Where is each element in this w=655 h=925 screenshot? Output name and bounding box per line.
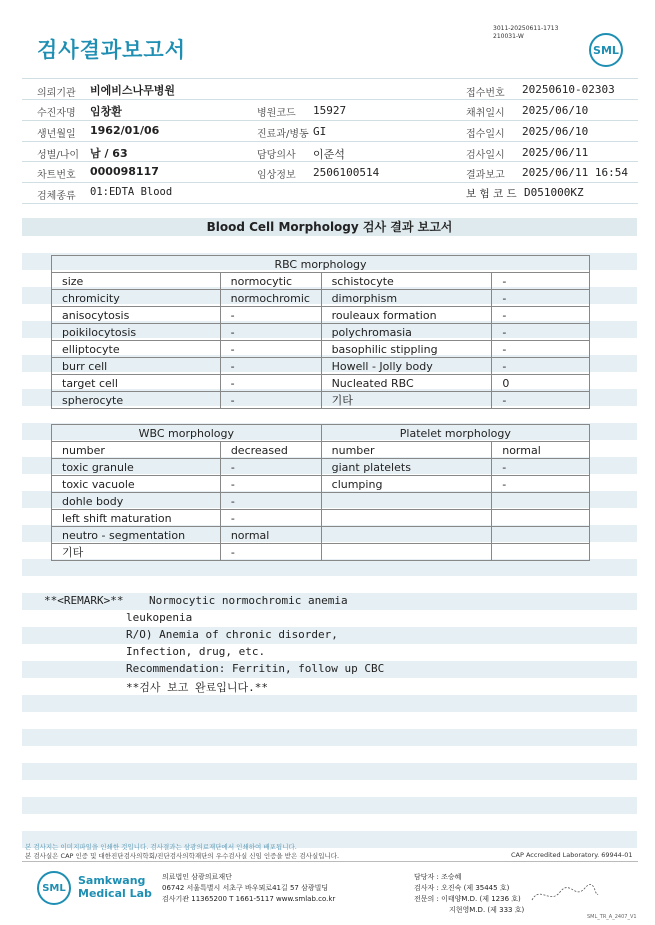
cell: spherocyte: [52, 392, 221, 409]
table-row: [52, 290, 590, 307]
cell: toxic granule: [52, 459, 221, 476]
row-band: [22, 797, 637, 814]
cell: [492, 510, 590, 527]
footer-note: 본 검사지는 이미지파일을 인쇄한 것입니다. 검사결과는 삼광의료재단에서 인쇄하여 배포됩니다.: [25, 843, 297, 851]
cell: normocytic: [220, 273, 321, 290]
lab-org: 의료법인 삼광의료재단: [162, 873, 232, 881]
chart-no: 000098117: [90, 165, 159, 178]
cell: -: [220, 459, 321, 476]
label-patient-name: 수진자명: [37, 108, 76, 119]
cell: giant platelets: [321, 459, 492, 476]
table-row: [52, 459, 590, 476]
label-dept: 진료과/병동: [257, 129, 309, 140]
table-row: [52, 392, 590, 409]
report-date: 2025/06/11 16:54: [522, 166, 628, 179]
remark-line: Normocytic normochromic anemia: [149, 594, 348, 607]
table-row: [52, 527, 590, 544]
form-code: SML_TR_A_2407_V1: [587, 914, 637, 920]
table-row: [52, 493, 590, 510]
cell: -: [220, 476, 321, 493]
doc-id-line2: 210031-W: [493, 33, 524, 40]
cell: elliptocyte: [52, 341, 221, 358]
cell: polychromasia: [321, 324, 492, 341]
divider: [22, 120, 638, 121]
staff-line: 전문의 : 이태양M.D. (제 1236 호): [414, 895, 521, 903]
cell: dimorphism: [321, 290, 492, 307]
cell: -: [220, 544, 321, 561]
clinical-info: 2506100514: [313, 166, 380, 179]
label-dob: 생년월일: [37, 129, 76, 140]
cell: -: [220, 358, 321, 375]
cell: [321, 493, 492, 510]
remark-line: Recommendation: Ferritin, follow up CBC: [126, 662, 385, 675]
table-row: [52, 307, 590, 324]
cell: clumping: [321, 476, 492, 493]
cell: -: [492, 290, 590, 307]
dob: 1962/01/06: [90, 124, 160, 137]
cell: anisocytosis: [52, 307, 221, 324]
cell: dohle body: [52, 493, 221, 510]
cell: decreased: [220, 442, 321, 459]
cell: number: [52, 442, 221, 459]
divider: [22, 99, 638, 100]
remark-line: Infection, drug, etc.: [126, 645, 266, 658]
cell: rouleaux formation: [321, 307, 492, 324]
label-clinical-info: 임상정보: [257, 170, 296, 181]
remark-label: **<REMARK>**: [44, 594, 124, 607]
cell: [321, 544, 492, 561]
table-row: [52, 442, 590, 459]
cell: normal: [492, 442, 590, 459]
label-specimen: 검체종류: [37, 191, 76, 202]
cell: Howell - Jolly body: [321, 358, 492, 375]
divider: [22, 141, 638, 142]
label-ordering-org: 의뢰기관: [37, 88, 76, 99]
cell: 기타: [52, 544, 221, 561]
row-band: [22, 559, 637, 576]
cell: 0: [492, 375, 590, 392]
cell: [321, 510, 492, 527]
cell: -: [220, 392, 321, 409]
receipt-date: 2025/06/10: [522, 125, 589, 138]
cell: [321, 527, 492, 544]
label-doctor: 담당의사: [257, 150, 296, 161]
cell: -: [492, 273, 590, 290]
cell: -: [220, 493, 321, 510]
row-band: [22, 695, 637, 712]
cell: -: [492, 476, 590, 493]
cell: number: [321, 442, 492, 459]
cell: -: [220, 324, 321, 341]
row-band: [22, 729, 637, 746]
cell: normal: [220, 527, 321, 544]
ordering-org: 비에비스나무병원: [90, 84, 176, 97]
rbc-morphology-table: [51, 255, 590, 409]
insurance-code: D051000KZ: [524, 186, 584, 199]
cell: -: [220, 307, 321, 324]
staff-line: 담당자 : 조승혜: [414, 873, 462, 881]
cell: -: [492, 341, 590, 358]
cell: -: [492, 307, 590, 324]
divider: [22, 203, 638, 204]
label-insurance: 보 험 코 드: [466, 188, 517, 200]
cell: -: [220, 510, 321, 527]
table-row: [52, 324, 590, 341]
label-hospital-code: 병원코드: [257, 108, 296, 119]
test-date: 2025/06/11: [522, 146, 589, 159]
section-title: Blood Cell Morphology 검사 결과 보고서: [22, 218, 637, 236]
cell: target cell: [52, 375, 221, 392]
sml-logo: SML: [37, 871, 71, 905]
dept: GI: [313, 125, 327, 138]
divider: [22, 182, 638, 183]
lab-name-line1: Samkwang: [78, 874, 146, 887]
table-row: [52, 510, 590, 527]
label-collection-date: 채취일시: [466, 108, 505, 119]
staff-line: 검사자 : 오진숙 (제 35445 호): [414, 884, 510, 892]
rbc-table-title: RBC morphology: [52, 256, 590, 273]
hospital-code: 15927: [313, 104, 347, 117]
table-row: [52, 544, 590, 561]
doctor: 이준석: [313, 148, 345, 161]
remark-line: **검사 보고 완료입니다.**: [126, 681, 268, 694]
cell: toxic vacuole: [52, 476, 221, 493]
table-row: [52, 358, 590, 375]
doc-id: [493, 25, 558, 41]
lab-name-line2: Medical Lab: [78, 887, 152, 900]
footer-note: 본 검사실은 CAP 인증 및 대한진단검사의학회/진단검사의학재단의 우수검사실 신임 인증을 받은 검사실입니다.: [25, 852, 340, 860]
receipt-no: 20250610-02303: [522, 83, 615, 96]
cell: -: [220, 341, 321, 358]
patient-name: 임창환: [90, 105, 122, 118]
label-receipt-no: 접수번호: [466, 88, 505, 99]
remark-line: R/O) Anemia of chronic disorder,: [126, 628, 338, 641]
doc-id-line1: 3011-20250611-1713: [493, 25, 559, 32]
cell: -: [492, 392, 590, 409]
platelet-table-title: Platelet morphology: [321, 425, 589, 442]
table-row: [52, 375, 590, 392]
row-band: [22, 763, 637, 780]
label-sex-age: 성별/나이: [37, 150, 80, 161]
cell: -: [492, 358, 590, 375]
wbc-platelet-morphology-table: [51, 424, 590, 561]
cell: chromicity: [52, 290, 221, 307]
cell: -: [220, 375, 321, 392]
sml-logo: SML: [589, 33, 623, 67]
table-row: [52, 476, 590, 493]
staff-line: 지현영M.D. (제 333 호): [449, 906, 525, 914]
specimen: 01:EDTA Blood: [90, 186, 173, 198]
cell: -: [492, 459, 590, 476]
cell: [492, 544, 590, 561]
cell: -: [492, 324, 590, 341]
cap-accreditation: CAP Accredited Laboratory. 69944-01: [511, 851, 633, 859]
divider: [22, 861, 638, 862]
remark-line: leukopenia: [126, 611, 193, 624]
lab-name: [78, 874, 152, 900]
signature: [530, 880, 600, 910]
cell: [492, 527, 590, 544]
table-row: [52, 273, 590, 290]
cell: 기타: [321, 392, 492, 409]
cell: basophilic stippling: [321, 341, 492, 358]
lab-contact: 검사기관 11365200 T 1661-5117 www.smlab.co.kr: [162, 895, 336, 903]
cell: left shift maturation: [52, 510, 221, 527]
label-report-date: 결과보고: [466, 170, 505, 181]
wbc-table-title: WBC morphology: [52, 425, 322, 442]
cell: [492, 493, 590, 510]
cell: normochromic: [220, 290, 321, 307]
collection-date: 2025/06/10: [522, 104, 589, 117]
cell: size: [52, 273, 221, 290]
cell: schistocyte: [321, 273, 492, 290]
divider: [22, 78, 638, 79]
cell: neutro - segmentation: [52, 527, 221, 544]
label-test-date: 검사일시: [466, 150, 505, 161]
sex-age: 남 / 63: [90, 147, 128, 160]
report-title: 검사결과보고서: [37, 38, 187, 62]
table-row: [52, 341, 590, 358]
cell: burr cell: [52, 358, 221, 375]
label-chart-no: 차트번호: [37, 170, 76, 181]
lab-address: 06742 서울특별시 서초구 바우뫼로41길 57 삼광빌딩: [162, 884, 329, 892]
cell: Nucleated RBC: [321, 375, 492, 392]
cell: poikilocytosis: [52, 324, 221, 341]
label-receipt-date: 접수일시: [466, 129, 505, 140]
